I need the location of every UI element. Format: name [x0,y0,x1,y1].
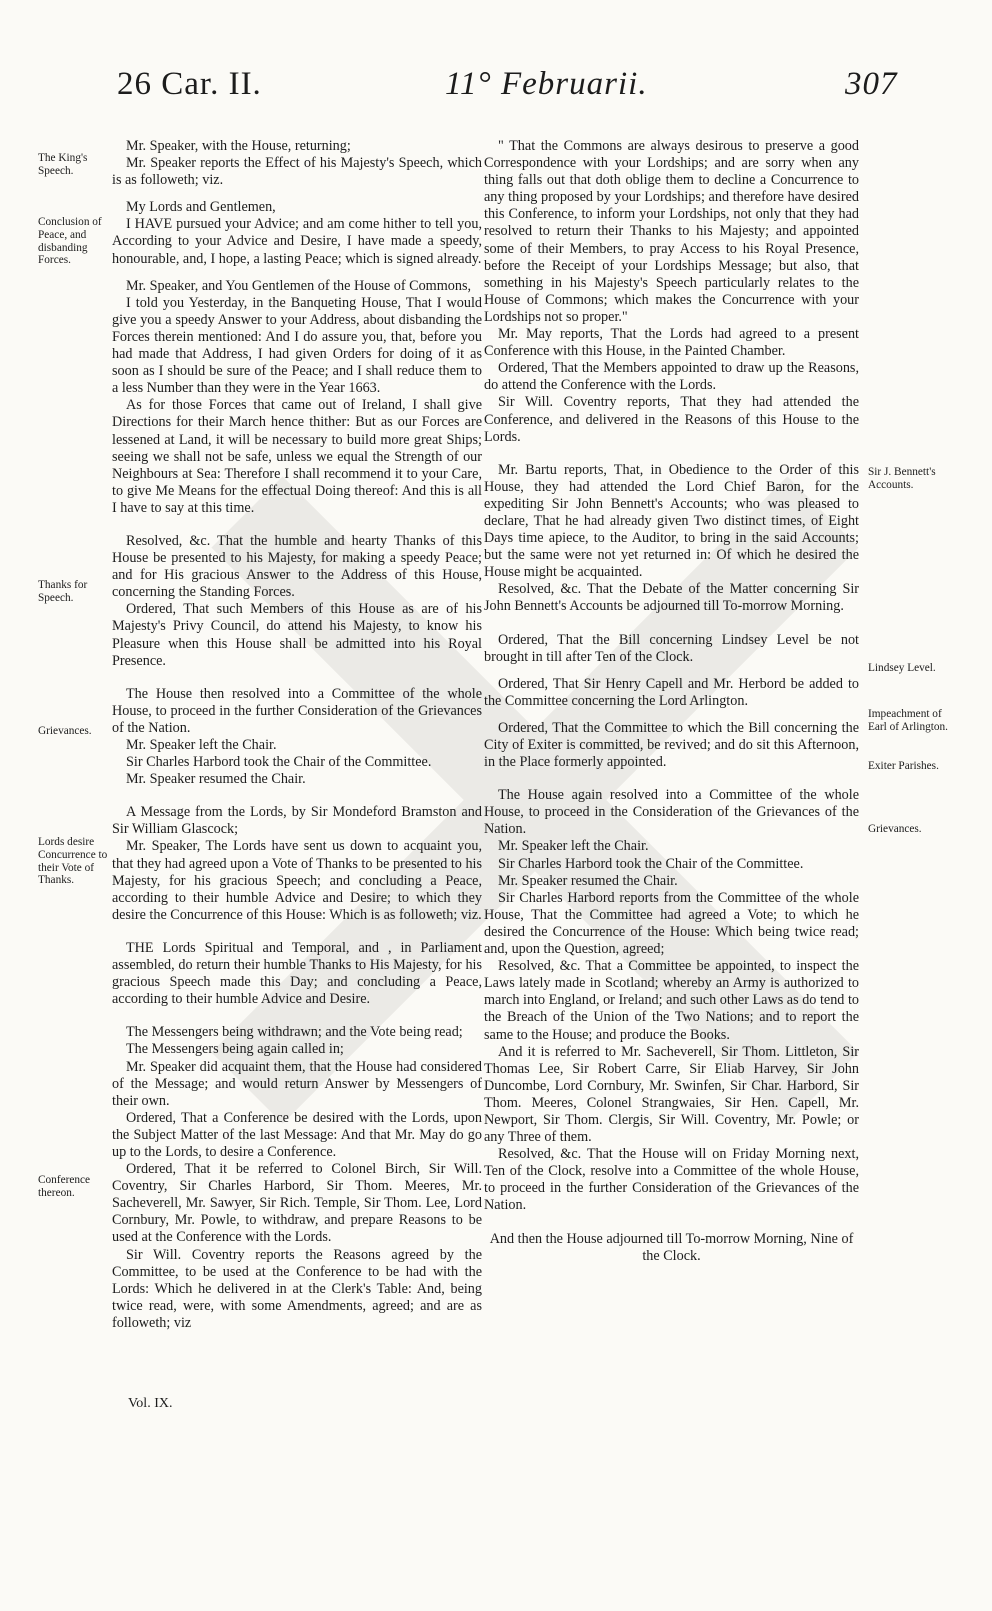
margin-note: Impeachment of Earl of Arlington. [868,708,949,733]
paragraph: Resolved, &c. That the Debate of the Matter concerning Sir John Bennett's Accounts be adjourned till To-morrow Morning. [484,581,859,615]
paragraph: The Messengers being withdrawn; and the Vote being read; [126,1024,463,1041]
paragraph: Mr. Bartu reports, That, in Obedience to the Order of this House, they had attended the Lord Chief Baron, for the expediting Sir John Bennett's Accounts; who was pleased to declare, That he had already given Two distinct times, of Eight Days time apiece, to the Auditor, to bring in the said Accounts; but the same were not yet returned in: Of which he desired the House might be acquainted. [484,461,859,581]
margin-note: The King's Speech. [38,152,88,177]
paragraph: Sir Will. Coventry reports, That they had attended the Conference, and delivered in the Reasons of this House to the Lords. [484,394,859,445]
paragraph: The House then resolved into a Committee of the whole House, to proceed in the further Consideration of the Grievances of the Nation. [112,685,482,736]
margin-note: Grievances. [868,823,922,835]
paragraph: Mr. May reports, That the Lords had agreed to a present Conference with this House, in the Painted Chamber. [484,326,859,360]
paragraph: Mr. Speaker resumed the Chair. [498,872,678,889]
paragraph: Ordered, That Sir Henry Capell and Mr. Herbord be added to the Committee concerning the Lord Arlington. [484,675,859,709]
paragraph: The House again resolved into a Committee of the whole House, to proceed in the Consideration of the Grievances of the Nation. [484,787,859,838]
paragraph: Mr. Speaker did acquaint them, that the House had considered of the Message; and would return Answer by Messengers of their own. [112,1058,482,1109]
margin-note: Lords desire Concurrence to their Vote of Thanks. [38,836,108,887]
right-column [484,138,859,1265]
header-page-number: 307 [845,66,898,102]
margin-note: Lindsey Level. [868,662,936,674]
paragraph: My Lords and Gentlemen, [126,199,276,216]
paragraph: Mr. Speaker, with the House, returning; [126,138,351,154]
paragraph: Ordered, That the Members appointed to draw up the Reasons, do attend the Conference with the Lords. [484,360,859,394]
paragraph: Sir Will. Coventry reports the Reasons agreed by the Committee, to be used at the Conference to be had with the Lords: Which he delivered in at the Clerk's Table: And, being twice read, were, with some Amendments, agreed; and are as followeth; viz [112,1246,482,1331]
left-column [112,138,482,1332]
paragraph: I HAVE pursued your Advice; and am come hither to tell you, According to your Advice and Desire, I have made a speedy, honourable, and, I hope, a lasting Peace; which is signed already. [112,216,482,267]
paragraph: THE Lords Spiritual and Temporal, and , in Parliament assembled, do return their humble Thanks to His Majesty, for his gracious Speech made this Day; and concluding a Peace, according to their humble Advice and Desire. [112,939,482,1008]
paragraph: Resolved, &c. That the humble and hearty Thanks of this House be presented to his Majesty, for making a speedy Peace; and for His gracious Answer to the Address of this House, concerning the Standing Forces. [112,532,482,601]
paragraph: Ordered, That a Conference be desired with the Lords, upon the Subject Matter of the last Message: And that Mr. May do go up to the Lords, to desire a Conference. [112,1109,482,1160]
paragraph: Mr. Speaker resumed the Chair. [126,771,306,788]
paragraph: Mr. Speaker reports the Effect of his Majesty's Speech, which is as followeth; viz. [112,155,482,189]
paragraph: A Message from the Lords, by Sir Mondeford Bramston and Sir William Glascock; [112,804,482,838]
margin-note: Thanks for Speech. [38,579,88,604]
paragraph: I told you Yesterday, in the Banqueting House, That I would give you a speedy Answer to your Address, about disbanding the Forces therein mentioned: And I do assure you, that, before you had made that Address, I had given Orders for doing of it as soon as I should be sure of the Peace; and I shall reduce them to a less Number than they were in the Year 1663. [112,294,482,397]
paragraph: Ordered, That the Bill concerning Lindsey Level be not brought in till after Ten of the Clock. [484,631,859,665]
paragraph: Sir Charles Harbord reports from the Committee of the whole House, That the Committee had agreed a Vote; to which he desired the Concurrence of the House: Which being twice read; and, upon the Question, agreed; [484,889,859,958]
margin-note: Conclusion of Peace, and disbanding Forces. [38,216,102,267]
paragraph: Mr. Speaker, and You Gentlemen of the House of Commons, [126,277,472,294]
paragraph: Ordered, That the Committee to which the Bill concerning the City of Exiter is committed, be revived; and do sit this Afternoon, in the Place formerly appointed. [484,719,859,771]
paragraph: The Messengers being again called in; [126,1041,344,1058]
paragraph: Mr. Speaker left the Chair. [126,737,277,753]
paragraph: Mr. Speaker left the Chair. [498,838,649,855]
paragraph: Ordered, That it be referred to Colonel Birch, Sir Will. Coventry, Sir Charles Harbord, Sir Thom. Meeres, Mr. Sacheverell, Mr. Sawyer, Sir Rich. Temple, Sir Thom. Lee, Lord Cornbury, Mr. Powle, to withdraw, and prepare Reasons to be used at the Conference with the Lords. [112,1161,482,1246]
paragraph: " That the Commons are always desirous to preserve a good Correspondence with your Lordships; and are sorry when any thing falls out that doth oblige them to decline a Concurrence to any thing proposed by your Lordships; and therefore have desired this Conference, to inform your Lordships, not only that they had resolved to return their Thanks to his Majesty; and appointed some of their Members, to pray Access to his Royal Presence, before the Receipt of your Lordships Message; but also, that something in his Majesty's Speech particularly relates to the House of Commons; which makes the Concurrence with your Lordships not so proper." [484,138,859,325]
paragraph: Sir Charles Harbord took the Chair of the Committee. [498,855,804,872]
header-regnal-year: 26 Car. II. [117,66,262,102]
paragraph: Sir Charles Harbord took the Chair of the Committee. [126,754,432,771]
paragraph: Mr. Speaker, The Lords have sent us down to acquaint you, that they had agreed upon a Vote of Thanks to be presented to his Majesty, for his gracious Speech; and concluding a Peace, according to their humble Advice and Desire; to which they desire the Concurrence of this House: Which is as followeth; viz. [112,838,482,923]
margin-note: Sir J. Bennett's Accounts. [868,466,936,491]
margin-note: Exiter Parishes. [868,760,939,772]
paragraph: As for those Forces that came out of Ireland, I shall give Directions for their March hence thither: But as our Forces are lessened at Land, it will be necessary to build more great Ships; seeing we shall not be safe, unless we equal the Strength of our Neighbours at Sea: Therefore I shall recommend it to your Care, to give Me Means for the effectual Doing thereof: And this is all I have to say at this time. [112,397,482,516]
volume-footer: Vol. IX. [128,1396,173,1411]
margin-note: Grievances. [38,725,92,737]
paragraph: And it is referred to Mr. Sacheverell, Sir Thom. Littleton, Sir Thomas Lee, Sir Robert Carre, Sir Eliab Harvey, Sir John Duncombe, Lord Cornbury, Mr. Swinfen, Sir Char. Harbord, Sir Thom. Meeres, Colonel Strangwaies, Sir Hen. Capell, Mr. Newport, Sir Thom. Clergis, Sir Will. Coventry, Mr. Powle; or any Three of them. [484,1043,859,1146]
paragraph: Resolved, &c. That a Committee be appointed, to inspect the Laws lately made in Scotland; whereby an Army is authorized to march into England, or Ireland; and such other Laws as do tend to the Breach of the Union of the Two Nations; and to report the same to the House; and produce the Books. [484,958,859,1043]
paragraph: Resolved, &c. That the House will on Friday Morning next, Ten of the Clock, resolve into a Committee of the whole House, to proceed in the further Consideration of the Grievances of the Nation. [484,1146,859,1214]
margin-note: Conference thereon. [38,1174,91,1199]
paragraph: And then the House adjourned till To-morrow Morning, Nine of the Clock. [489,1230,854,1264]
paragraph: Ordered, That such Members of this House as are of his Majesty's Privy Council, do attend his Majesty, to know his Pleasure when this House shall be admitted into his Royal Presence. [112,601,482,669]
header-date: 11° Februarii. [445,66,648,102]
